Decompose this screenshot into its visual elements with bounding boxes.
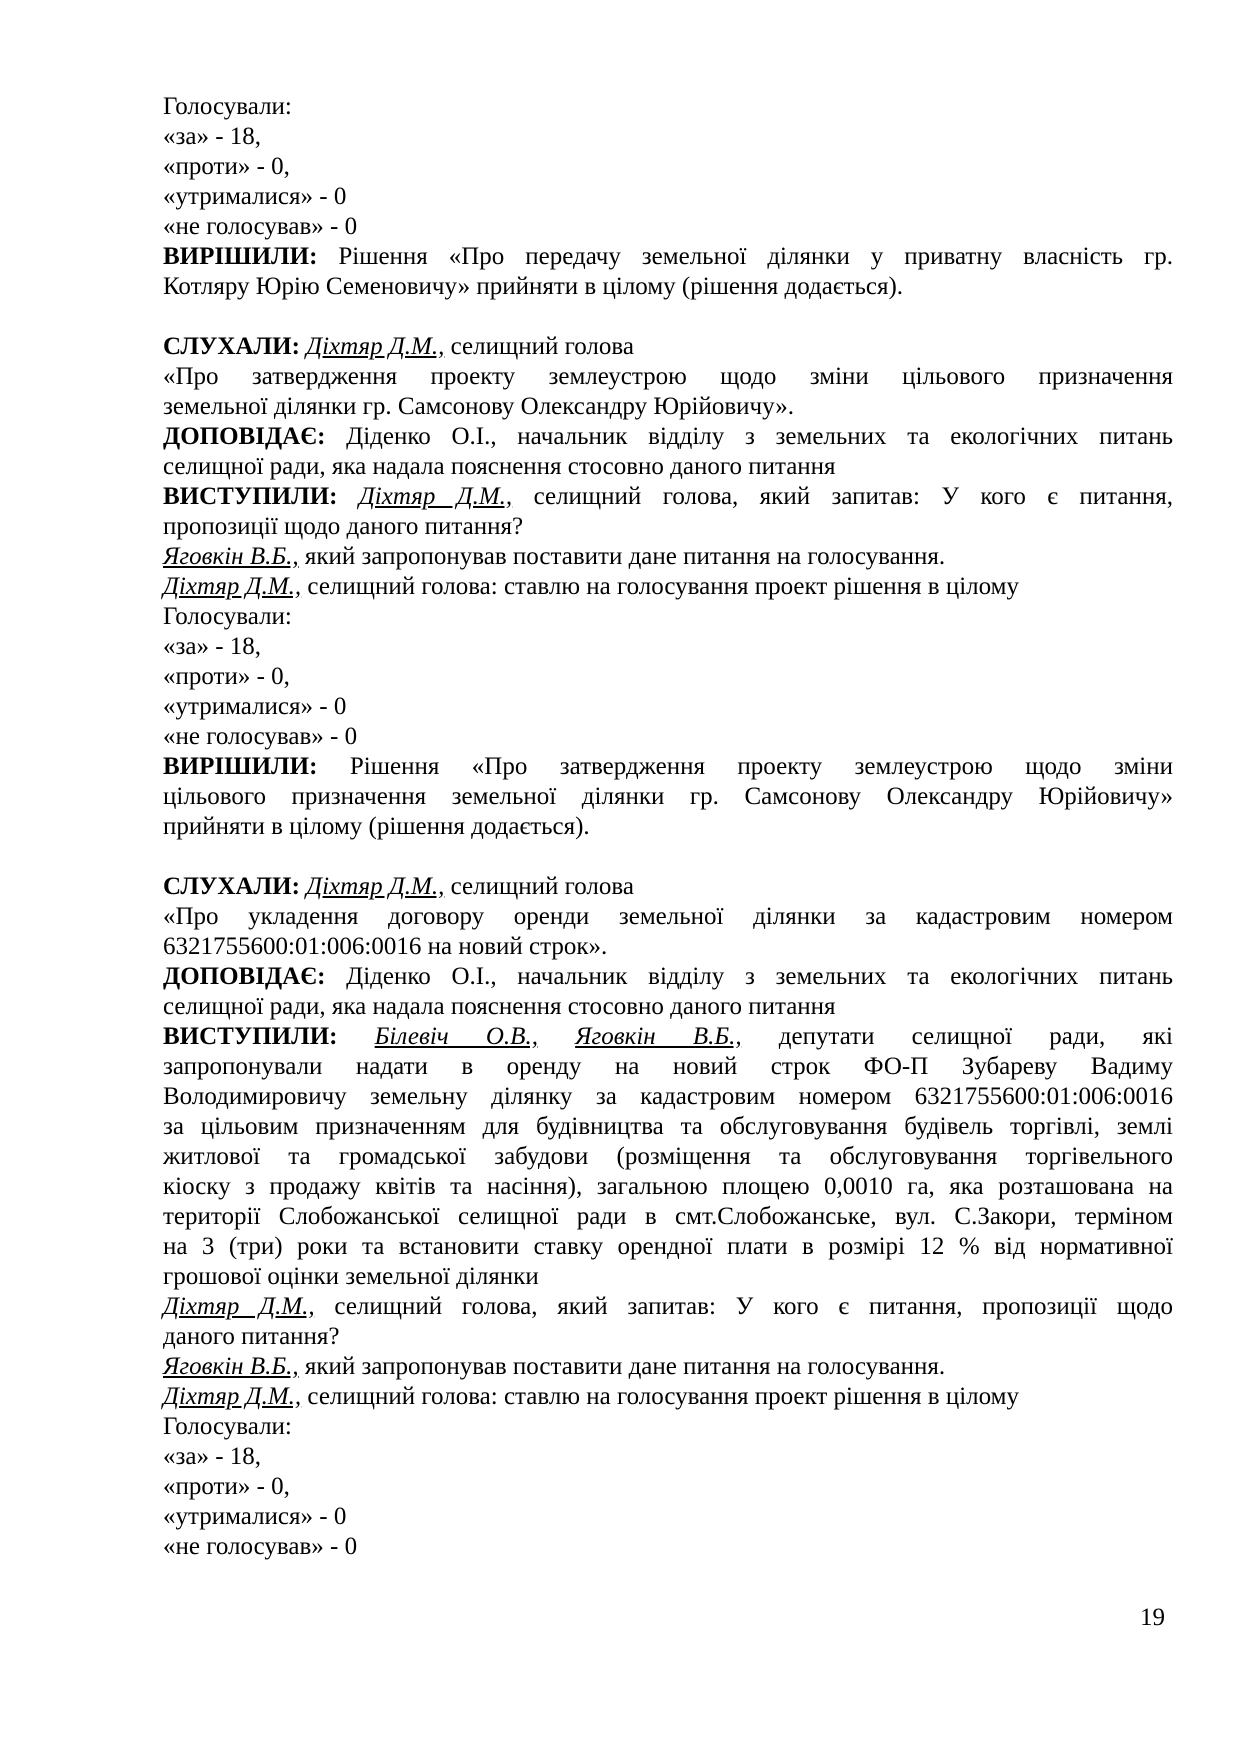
speaker-text: депутати селищної ради, які: [741, 1023, 1173, 1050]
votes-abstained: «утрималися» - 0: [163, 1503, 347, 1530]
question-line: [163, 1292, 1173, 1322]
report-text: Діденко О.І., начальник відділу з земельних та екологічних питань: [325, 423, 1173, 450]
question-line: даного питання?: [163, 1323, 340, 1350]
speaker-name: Діхтяр Д.М.,: [358, 483, 513, 510]
agenda-title: 6321755600:01:006:0016 на новий строк».: [163, 933, 608, 960]
call-to-vote-text: селищний голова: ставлю на голосування проект рішення в цілому: [301, 1383, 1019, 1410]
votes-not-voted: «не голосував» - 0: [163, 723, 358, 750]
proposal-text-line: запропонували надати в оренду на новий строк ФО-П Зубареву Вадиму: [163, 1053, 1173, 1080]
decision-label: ВИРІШИЛИ:: [163, 243, 318, 270]
decision-text: Рішення «Про затвердження проекту землеустрою щодо зміни: [317, 753, 1173, 780]
speaker-name: Білевіч О.В.,: [374, 1023, 538, 1050]
question-text: селищний голова, який запитав: У кого є питання, пропозиції щодо: [314, 1293, 1173, 1320]
votes-against: «проти» - 0,: [163, 1473, 290, 1500]
votes-against: «проти» - 0,: [163, 153, 290, 180]
paragraph-gap: [163, 842, 1173, 872]
decision-line: прийняти в цілому (рішення додається).: [163, 813, 590, 840]
decision-line: [163, 752, 1173, 782]
agenda-title: «Про укладення договору оренди земельної ділянки за кадастровим номером: [163, 903, 1173, 930]
speaker-name: Діхтяр Д.М.,: [306, 333, 445, 360]
speaker-name: Яговкін В.Б.,: [575, 1023, 742, 1050]
report-label: ДОПОВІДАЄ:: [163, 963, 326, 990]
speakers-label: ВИСТУПИЛИ:: [163, 483, 338, 510]
speaker-name: Яговкін В.Б.,: [163, 543, 299, 570]
votes-heading: Голосували:: [163, 603, 292, 630]
heard-label: СЛУХАЛИ:: [163, 873, 300, 900]
speaker-name: Діхтяр Д.М.,: [163, 1293, 315, 1320]
votes-not-voted: «не голосував» - 0: [163, 1533, 358, 1560]
speakers-label: ВИСТУПИЛИ:: [163, 1023, 338, 1050]
heard-label: СЛУХАЛИ:: [163, 333, 300, 360]
votes-for: «за» - 18,: [163, 633, 262, 660]
call-to-vote-line: [163, 572, 1173, 602]
report-text: Діденко О.І., начальник відділу з земельних та екологічних питань: [325, 963, 1173, 990]
votes-abstained: «утрималися» - 0: [163, 183, 347, 210]
votes-for: «за» - 18,: [163, 1443, 262, 1470]
speakers-line: [163, 1022, 1173, 1052]
proposal-line: [163, 542, 1173, 572]
agenda-title: земельної ділянки гр. Самсонову Олександру Юрійовичу».: [163, 393, 794, 420]
votes-not-voted: «не голосував» - 0: [163, 213, 358, 240]
page-number: 19: [1140, 1604, 1165, 1631]
speaker-name: Яговкін В.Б.,: [163, 1353, 299, 1380]
proposal-text-line: житлової та громадської забудови (розміщення та обслуговування торгівельного: [163, 1143, 1173, 1170]
proposal-text-line: території Слобожанської селищної ради в смт.Слобожанське, вул. С.Закори, терміном: [163, 1203, 1173, 1230]
proposal-text: який запропонував поставити дане питання на голосування.: [298, 1353, 946, 1380]
proposal-text-line: на 3 (три) роки та встановити ставку орендної плати в розмірі 12 % від нормативної: [163, 1233, 1173, 1260]
decision-text: Рішення «Про передачу земельної ділянки у приватну власність гр.: [317, 243, 1173, 270]
speakers-line: пропозиції щодо даного питання?: [163, 513, 524, 540]
speaker-text: селищний голова, який запитав: У кого є питання,: [512, 483, 1173, 510]
speakers-line: [163, 482, 1173, 512]
speaker-role: селищний голова: [444, 333, 634, 360]
heard-line: [163, 872, 1173, 902]
speaker-name: Діхтяр Д.М.,: [163, 573, 302, 600]
decision-line: [163, 242, 1173, 272]
report-line: [163, 962, 1173, 992]
votes-abstained: «утрималися» - 0: [163, 693, 347, 720]
decision-label: ВИРІШИЛИ:: [163, 753, 318, 780]
report-label: ДОПОВІДАЄ:: [163, 423, 326, 450]
decision-line: Котляру Юрію Семеновичу» прийняти в цілому (рішення додається).: [163, 273, 904, 300]
call-to-vote-text: селищний голова: ставлю на голосування проект рішення в цілому: [301, 573, 1019, 600]
proposal-text: який запропонував поставити дане питання на голосування.: [298, 543, 946, 570]
proposal-line: [163, 1352, 1173, 1382]
paragraph-gap: [163, 302, 1173, 332]
document-body: [163, 92, 1173, 1562]
proposal-text-line: Володимировичу земельну ділянку за кадастровим номером 6321755600:01:006:0016: [163, 1083, 1173, 1110]
call-to-vote-line: [163, 1382, 1173, 1412]
votes-against: «проти» - 0,: [163, 663, 290, 690]
report-line: селищної ради, яка надала пояснення стосовно даного питання: [163, 453, 836, 480]
speaker-role: селищний голова: [444, 873, 634, 900]
votes-heading: Голосували:: [163, 93, 292, 120]
report-line: [163, 422, 1173, 452]
decision-line: цільового призначення земельної ділянки гр. Самсонову Олександру Юрійовичу»: [163, 783, 1173, 810]
proposal-text-line: кіоску з продажу квітів та насіння), загальною площею 0,0010 га, яка розташована на: [163, 1173, 1173, 1200]
report-line: селищної ради, яка надала пояснення стосовно даного питання: [163, 993, 836, 1020]
votes-heading: Голосували:: [163, 1413, 292, 1440]
speaker-name: Діхтяр Д.М.,: [306, 873, 445, 900]
heard-line: [163, 332, 1173, 362]
votes-for: «за» - 18,: [163, 123, 262, 150]
proposal-text-line: грошової оцінки земельної ділянки: [163, 1263, 539, 1290]
agenda-title: «Про затвердження проекту землеустрою щодо зміни цільового призначення: [163, 363, 1173, 390]
speaker-name: Діхтяр Д.М.,: [163, 1383, 302, 1410]
proposal-text-line: за цільовим призначенням для будівництва та обслуговування будівель торгівлі, землі: [163, 1113, 1173, 1140]
